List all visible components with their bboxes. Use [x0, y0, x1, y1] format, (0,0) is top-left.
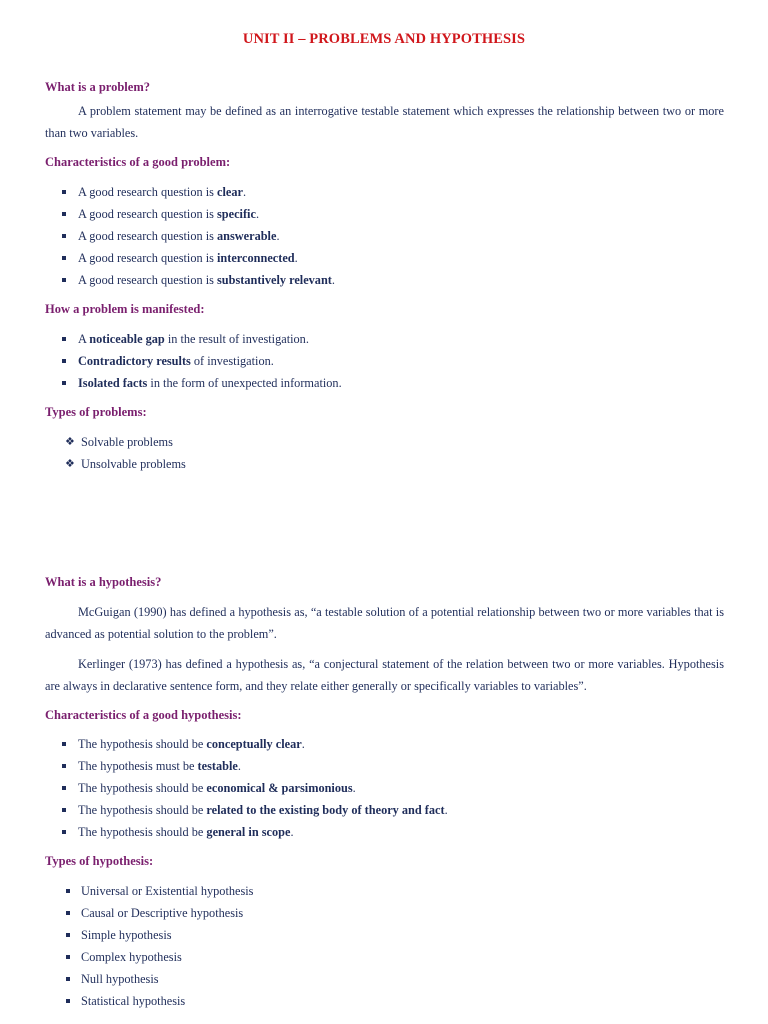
heading-what-is-problem: What is a problem?	[45, 80, 150, 94]
heading-what-is-hypothesis: What is a hypothesis?	[45, 575, 162, 589]
list-item: Complex hypothesis	[81, 946, 253, 968]
hypothesis-definition-2: Kerlinger (1973) has defined a hypothesis as, “a conjectural statement of the relation between two or more variables. Hypothesis are always in declarative sentence form, and they relate either generally or specifically variables to variables”.	[45, 657, 724, 693]
list-item: A good research question is interconnected.	[78, 247, 335, 269]
heading-problem-types: Types of problems:	[45, 405, 147, 419]
diamond-bullet-icon: ❖	[65, 458, 75, 470]
list-item: A good research question is clear.	[78, 181, 335, 203]
heading-good-problem: Characteristics of a good problem:	[45, 155, 231, 169]
heading-hypothesis-types: Types of hypothesis:	[45, 854, 154, 868]
list-item: Causal or Descriptive hypothesis	[81, 902, 253, 924]
list-item: Universal or Existential hypothesis	[81, 880, 253, 902]
list-item: Statistical hypothesis	[81, 990, 253, 1012]
list-item: A noticeable gap in the result of investigation.	[78, 328, 342, 350]
heading-manifested: How a problem is manifested:	[45, 302, 205, 316]
hypothesis-types-list	[81, 880, 253, 1012]
list-item: A good research question is substantively relevant.	[78, 269, 335, 291]
list-item: ❖ Unsolvable problems	[81, 453, 186, 475]
page-title: UNIT II – PROBLEMS AND HYPOTHESIS	[242, 31, 526, 47]
list-item: A good research question is specific.	[78, 203, 335, 225]
list-item: Contradictory results of investigation.	[78, 350, 342, 372]
manifested-list	[78, 328, 342, 394]
list-item: The hypothesis should be general in scope.	[78, 821, 448, 843]
list-item: The hypothesis must be testable.	[78, 755, 448, 777]
diamond-bullet-icon: ❖	[65, 436, 75, 448]
list-item: Null hypothesis	[81, 968, 253, 990]
list-item: A good research question is answerable.	[78, 225, 335, 247]
list-item: ❖ Solvable problems	[81, 431, 186, 453]
problem-definition-paragraph	[45, 100, 724, 144]
problem-types-list	[65, 431, 186, 475]
good-hypothesis-list	[78, 733, 448, 843]
list-item: The hypothesis should be related to the existing body of theory and fact.	[78, 799, 448, 821]
list-item: Isolated facts in the form of unexpected information.	[78, 372, 342, 394]
hypothesis-definition-1: McGuigan (1990) has defined a hypothesis as, “a testable solution of a potential relationship between two or more variables that is advanced as potential solution to the problem”.	[45, 605, 724, 641]
good-problem-list	[78, 181, 335, 291]
list-item: The hypothesis should be economical & parsimonious.	[78, 777, 448, 799]
list-item: The hypothesis should be conceptually clear.	[78, 733, 448, 755]
heading-good-hypothesis: Characteristics of a good hypothesis:	[45, 708, 242, 722]
problem-definition-text: A problem statement may be defined as an interrogative testable statement which expresses the relationship between two or more than two variables.	[45, 104, 724, 140]
list-item: Simple hypothesis	[81, 924, 253, 946]
